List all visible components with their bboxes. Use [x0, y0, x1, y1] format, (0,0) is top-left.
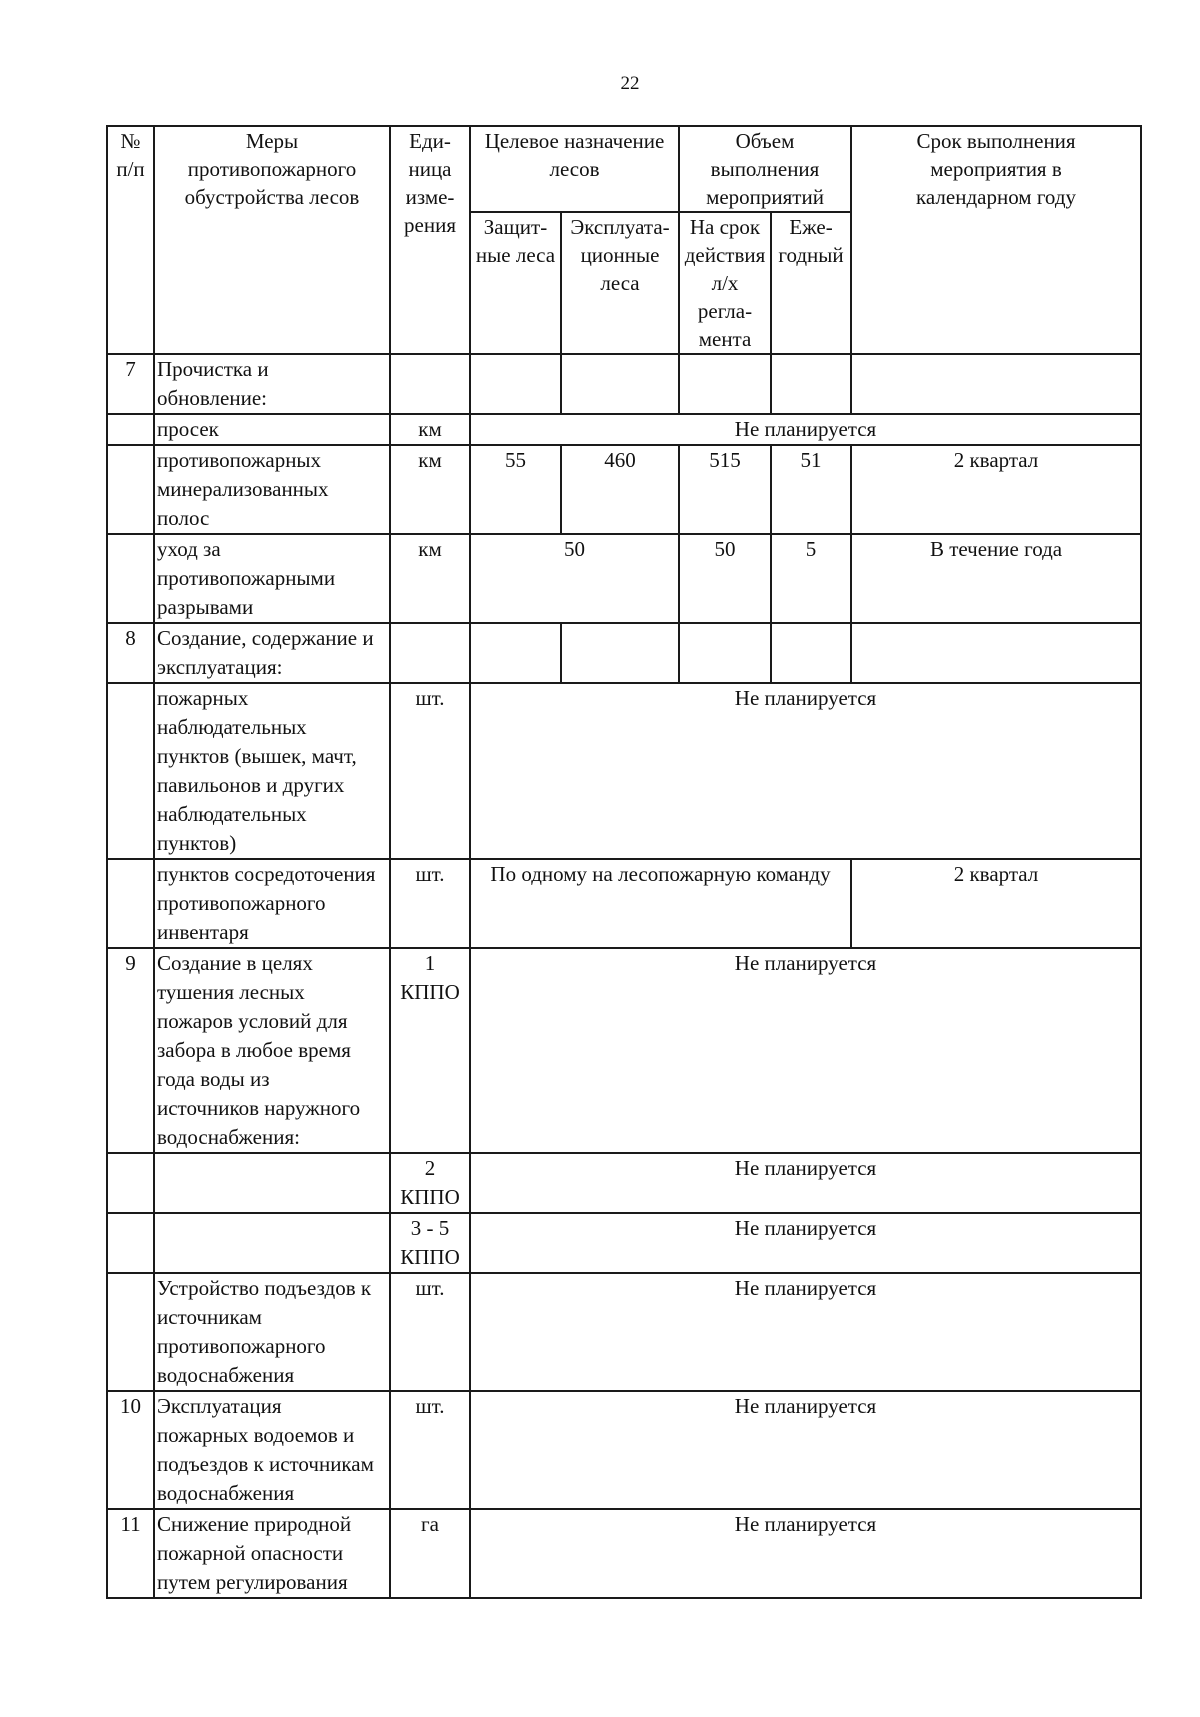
row-deadline: 2 квартал: [851, 859, 1141, 948]
row-annual: 51: [771, 445, 851, 534]
fire-measures-table: [106, 125, 1142, 1599]
row-unit: га: [390, 1509, 470, 1598]
row-merged-status: Не планируется: [470, 948, 1141, 1153]
row-unit: км: [390, 414, 470, 445]
header-measures: Меры противопожарного обустройства лесов: [154, 126, 390, 354]
table-row: [107, 859, 1141, 948]
row-merged-status: Не планируется: [470, 1213, 1141, 1273]
row-name: Снижение природной пожарной опасности путем регулирования: [154, 1509, 390, 1598]
row-num: 7: [107, 354, 154, 414]
row-num: 8: [107, 623, 154, 683]
table-row: [107, 948, 1141, 1153]
header-volume-term: На срок действия л/х регла- мента: [679, 212, 771, 354]
table-row: [107, 1213, 1141, 1273]
header-protective: Защит- ные леса: [470, 212, 561, 354]
header-row-1: [107, 126, 1141, 212]
header-exploitable: Эксплуата- ционные леса: [561, 212, 679, 354]
table-row: [107, 1509, 1141, 1598]
row-deadline: 2 квартал: [851, 445, 1141, 534]
table-row: [107, 623, 1141, 683]
row-protective: 55: [470, 445, 561, 534]
row-name: пунктов сосредоточения противопожарного инвентаря: [154, 859, 390, 948]
table-row: [107, 534, 1141, 623]
row-name: Прочистка и обновление:: [154, 354, 390, 414]
table-row: [107, 414, 1141, 445]
row-unit: 1 КППО: [390, 948, 470, 1153]
row-name: противопожарных минерализованных полос: [154, 445, 390, 534]
row-merged-status: Не планируется: [470, 1153, 1141, 1213]
row-unit: шт.: [390, 683, 470, 859]
table-row: [107, 445, 1141, 534]
row-unit: шт.: [390, 1391, 470, 1509]
row-merged-status: По одному на лесопожарную команду: [470, 859, 851, 948]
row-term: 50: [679, 534, 771, 623]
row-name: Создание в целях тушения лесных пожаров условий для забора в любое время года воды из источников наружного водоснабжения:: [154, 948, 390, 1153]
table-row: [107, 1273, 1141, 1391]
row-name: просек: [154, 414, 390, 445]
row-name: Создание, содержание и эксплуатация:: [154, 623, 390, 683]
table-row: [107, 354, 1141, 414]
table-row: [107, 1391, 1141, 1509]
table-row: [107, 683, 1141, 859]
row-unit: 3 - 5 КППО: [390, 1213, 470, 1273]
row-name: пожарных наблюдательных пунктов (вышек, мачт, павильонов и других наблюдательных пунктов): [154, 683, 390, 859]
header-purpose: Целевое назначение лесов: [470, 126, 679, 212]
row-merged-status: Не планируется: [470, 683, 1141, 859]
row-deadline: В течение года: [851, 534, 1141, 623]
header-deadline: Срок выполнения мероприятия в календарном году: [851, 126, 1141, 354]
row-merged-status: Не планируется: [470, 1391, 1141, 1509]
row-num: 9: [107, 948, 154, 1153]
row-num: 11: [107, 1509, 154, 1598]
row-annual: 5: [771, 534, 851, 623]
header-volume-annual: Еже- годный: [771, 212, 851, 354]
header-volume: Объем выполнения мероприятий: [679, 126, 851, 212]
row-unit: шт.: [390, 1273, 470, 1391]
row-exploitable: 460: [561, 445, 679, 534]
row-unit: 2 КППО: [390, 1153, 470, 1213]
row-merged-status: Не планируется: [470, 414, 1141, 445]
row-purpose: 50: [470, 534, 679, 623]
row-merged-status: Не планируется: [470, 1273, 1141, 1391]
row-merged-status: Не планируется: [470, 1509, 1141, 1598]
row-unit: км: [390, 445, 470, 534]
row-unit: км: [390, 534, 470, 623]
row-term: 515: [679, 445, 771, 534]
header-unit: Еди- ница изме- рения: [390, 126, 470, 354]
row-unit: шт.: [390, 859, 470, 948]
row-name: Эксплуатация пожарных водоемов и подъездов к источникам водоснабжения: [154, 1391, 390, 1509]
row-num: 10: [107, 1391, 154, 1509]
table-row: [107, 1153, 1141, 1213]
header-num: № п/п: [107, 126, 154, 354]
row-name: Устройство подъездов к источникам противопожарного водоснабжения: [154, 1273, 390, 1391]
page-number: 22: [620, 73, 640, 94]
row-name: уход за противопожарными разрывами: [154, 534, 390, 623]
